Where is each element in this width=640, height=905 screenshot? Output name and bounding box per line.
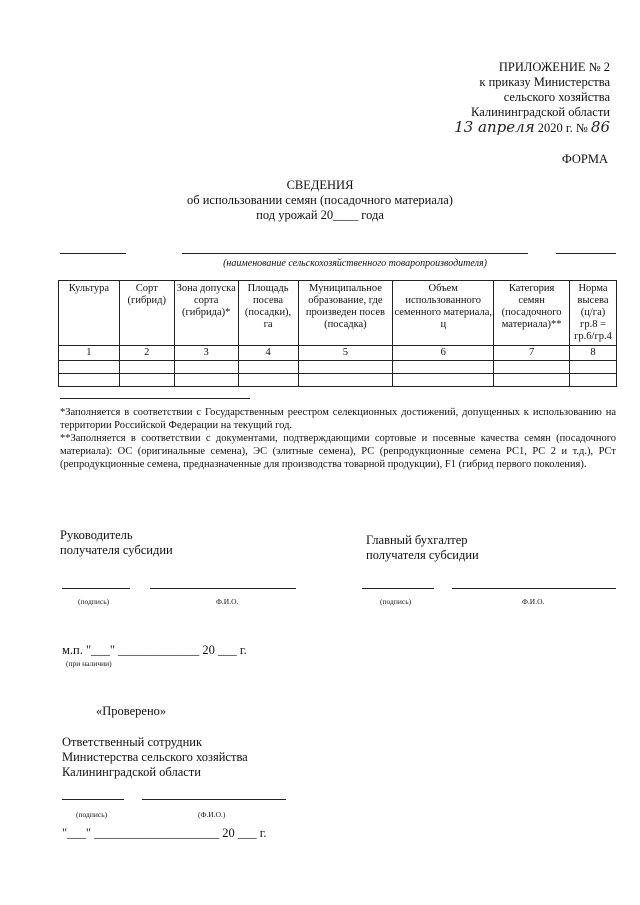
accountant-title: Главный бухгалтер: [366, 533, 468, 547]
verifier-ministry: Министерства сельского хозяйства: [62, 750, 248, 764]
handwritten-number: 86: [590, 118, 610, 136]
verifier-title: Ответственный сотрудник: [62, 735, 203, 749]
appendix-region-line: Калининградской области: [471, 105, 610, 119]
accountant-signature-label: (подпись): [380, 597, 412, 606]
verifier-block: [62, 735, 248, 780]
verified-label: «Проверено»: [96, 704, 167, 718]
column-number: 8: [570, 346, 617, 361]
column-number: 3: [174, 346, 238, 361]
footnote-1: *Заполняется в соответствии с Государственным реестром селекционных достижений, допущенных к использованию на территории Российской Федерации на текущий год.: [60, 407, 616, 431]
column-number: 1: [59, 346, 120, 361]
verifier-signature-line[interactable]: [62, 799, 124, 800]
header-culture: Культура: [59, 281, 120, 346]
footnote-divider: [60, 398, 250, 399]
table-cell[interactable]: [298, 361, 393, 374]
table-number-row: [59, 346, 617, 361]
table-cell[interactable]: [298, 374, 393, 387]
column-number: 5: [298, 346, 393, 361]
footnote-2: **Заполняется в соответствии с документами, подтверждающими сортовые и посевные качества семян (посадочного материала): ОС (оригинальные семена), ЭС (элитные семена), РС (репродукционные семена РС1, РС 2 и т.д.), РСт (репродукционные семена, предназначенные для производства товарной продукции), F1 (гибрид первого поколения).: [60, 433, 616, 470]
stamp-note: (при наличии): [66, 659, 112, 668]
header-variety: Сорт (гибрид): [119, 281, 174, 346]
header-municipality: Муниципальное образование, где произведен посев (посадка): [298, 281, 393, 346]
stamp-date-line: м.п. "___" _____________ 20 ___ г.: [62, 643, 247, 657]
verifier-name-line[interactable]: [142, 799, 286, 800]
title-heading: СВЕДЕНИЯ: [286, 178, 354, 192]
verifier-signature-label: (подпись): [76, 810, 108, 819]
table-cell[interactable]: [570, 374, 617, 387]
accountant-signatory: [366, 533, 479, 563]
accountant-name-label: Ф.И.О.: [522, 597, 545, 606]
column-number: 6: [393, 346, 494, 361]
column-number: 4: [238, 346, 298, 361]
accountant-signature-line[interactable]: [362, 588, 434, 589]
table-cell[interactable]: [174, 374, 238, 387]
date-suffix: 2020 г. №: [537, 121, 588, 135]
table-cell[interactable]: [59, 361, 120, 374]
header-area: Площадь посева (посадки), га: [238, 281, 298, 346]
table-cell[interactable]: [494, 374, 570, 387]
handwritten-date: 13 апреля: [454, 118, 535, 136]
table-cell[interactable]: [238, 374, 298, 387]
table-cell[interactable]: [119, 374, 174, 387]
table-cell[interactable]: [119, 361, 174, 374]
producer-line-main: [182, 253, 528, 254]
appendix-date-line: [454, 120, 610, 136]
table-header-row: [59, 281, 617, 346]
table-cell[interactable]: [570, 361, 617, 374]
form-label: ФОРМА: [561, 152, 608, 166]
table-cell[interactable]: [393, 374, 494, 387]
column-number: 2: [119, 346, 174, 361]
title-harvest: под урожай 20____ года: [256, 208, 384, 222]
table-row: [59, 374, 617, 387]
table-cell[interactable]: [174, 361, 238, 374]
table-row: [59, 361, 617, 374]
head-signature-label: (подпись): [78, 597, 110, 606]
accountant-name-line[interactable]: [452, 588, 616, 589]
appendix-title: ПРИЛОЖЕНИЕ № 2: [498, 60, 610, 74]
table-cell[interactable]: [238, 361, 298, 374]
table-cell[interactable]: [393, 361, 494, 374]
seed-usage-table: [58, 280, 617, 387]
table-cell[interactable]: [59, 374, 120, 387]
appendix-ministry-line: сельского хозяйства: [503, 90, 610, 104]
head-name-label: Ф.И.О.: [216, 597, 239, 606]
appendix-header: [454, 60, 610, 136]
accountant-subtitle: получателя субсидии: [366, 548, 479, 562]
head-signatory: [60, 528, 173, 558]
title-subtitle: об использовании семян (посадочного материала): [187, 193, 453, 207]
header-rate: Норма высева (ц/га) гр.8 = гр.6/гр.4: [570, 281, 617, 346]
table-cell[interactable]: [494, 361, 570, 374]
verified-date-line: "___" ____________________ 20 ___ г.: [62, 826, 267, 840]
head-signature-line[interactable]: [62, 588, 130, 589]
verifier-name-label: (Ф.И.О.): [198, 810, 226, 819]
header-zone: Зона допуска сорта (гибрида)*: [174, 281, 238, 346]
head-subtitle: получателя субсидии: [60, 543, 173, 557]
document-title: [0, 178, 640, 223]
header-volume: Объем использованного семенного материала, ц: [393, 281, 494, 346]
producer-caption: (наименование сельскохозяйственного товаропроизводителя): [223, 258, 487, 269]
head-title: Руководитель: [60, 528, 133, 542]
verifier-region: Калининградской области: [62, 765, 201, 779]
appendix-order-line: к приказу Министерства: [479, 75, 610, 89]
header-category: Категория семян (посадочного материала)**: [494, 281, 570, 346]
producer-line-left: [60, 253, 126, 254]
column-number: 7: [494, 346, 570, 361]
head-name-line[interactable]: [150, 588, 296, 589]
producer-line-right: [556, 253, 616, 254]
